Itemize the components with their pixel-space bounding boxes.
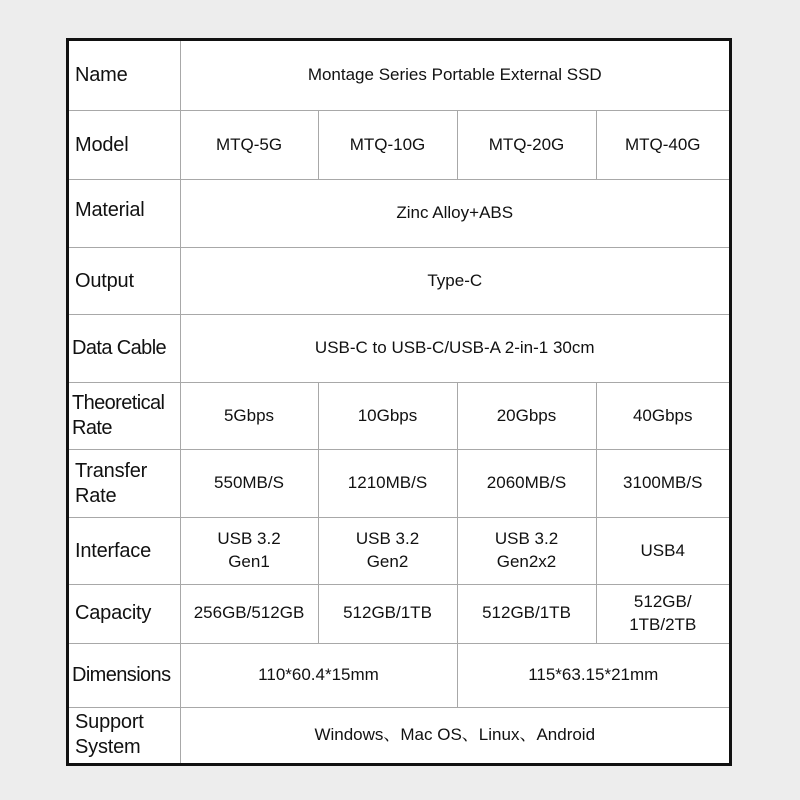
interface-cell bbox=[457, 518, 596, 585]
model-cell: MTQ-10G bbox=[318, 111, 457, 180]
capacity-cell bbox=[318, 585, 457, 644]
row-label-name: Name bbox=[69, 41, 180, 111]
interface-line: Gen2 bbox=[366, 552, 409, 572]
transfer-rate-cell: 550MB/S bbox=[180, 450, 318, 518]
capacity-cell bbox=[180, 585, 318, 644]
spec-table bbox=[69, 41, 729, 763]
interface-cell bbox=[180, 518, 318, 585]
row-label-theoretical-rate bbox=[69, 383, 180, 450]
row-label-support-system bbox=[69, 707, 180, 763]
label-line: Support bbox=[75, 711, 144, 734]
spec-row-output bbox=[69, 248, 729, 315]
spec-row-material bbox=[69, 180, 729, 248]
theoretical-rate-cell: 20Gbps bbox=[457, 383, 596, 450]
row-label-transfer-rate bbox=[69, 450, 180, 518]
model-cell: MTQ-20G bbox=[457, 111, 596, 180]
capacity-cell bbox=[596, 585, 729, 644]
interface-cell bbox=[318, 518, 457, 585]
interface-line: Gen2x2 bbox=[496, 552, 557, 572]
transfer-rate-cell: 1210MB/S bbox=[318, 450, 457, 518]
spec-row-model bbox=[69, 111, 729, 180]
theoretical-rate-cell: 40Gbps bbox=[596, 383, 729, 450]
label-line: System bbox=[75, 736, 141, 759]
row-label-material: Material bbox=[69, 180, 180, 248]
transfer-rate-cell: 2060MB/S bbox=[457, 450, 596, 518]
capacity-line: 512GB/ bbox=[633, 591, 692, 611]
transfer-rate-cell: 3100MB/S bbox=[596, 450, 729, 518]
spec-row-transfer-rate bbox=[69, 450, 729, 518]
name-value: Montage Series Portable External SSD bbox=[180, 41, 729, 111]
capacity-line: 512GB/1TB bbox=[343, 603, 432, 623]
model-cell: MTQ-5G bbox=[180, 111, 318, 180]
spec-row-data-cable bbox=[69, 315, 729, 383]
row-label-data-cable: Data Cable bbox=[69, 315, 180, 383]
interface-line: Gen1 bbox=[228, 552, 270, 572]
capacity-cell bbox=[457, 585, 596, 644]
interface-line: USB 3.2 bbox=[494, 529, 559, 549]
row-label-output: Output bbox=[69, 248, 180, 315]
data-cable-value: USB-C to USB-C/USB-A 2-in-1 30cm bbox=[180, 315, 729, 383]
theoretical-rate-cell: 5Gbps bbox=[180, 383, 318, 450]
output-value: Type-C bbox=[180, 248, 729, 315]
interface-line: USB 3.2 bbox=[217, 529, 281, 549]
row-label-dimensions: Dimensions bbox=[69, 643, 180, 707]
spec-row-capacity bbox=[69, 585, 729, 644]
theoretical-rate-cell: 10Gbps bbox=[318, 383, 457, 450]
row-label-interface: Interface bbox=[69, 518, 180, 585]
dimensions-cell: 115*63.15*21mm bbox=[457, 643, 729, 707]
spec-sheet-frame bbox=[66, 38, 732, 766]
row-label-capacity: Capacity bbox=[69, 585, 180, 644]
support-system-value: Windows、Mac OS、Linux、Android bbox=[180, 707, 729, 763]
spec-row-support-system bbox=[69, 707, 729, 763]
label-line: Transfer bbox=[75, 459, 148, 482]
spec-row-interface bbox=[69, 518, 729, 585]
material-value: Zinc Alloy+ABS bbox=[180, 180, 729, 248]
capacity-line: 512GB/1TB bbox=[482, 603, 571, 623]
model-cell: MTQ-40G bbox=[596, 111, 729, 180]
spec-row-theoretical-rate bbox=[69, 383, 729, 450]
label-line: Rate bbox=[72, 417, 112, 440]
dimensions-cell: 110*60.4*15mm bbox=[180, 643, 457, 707]
row-label-model: Model bbox=[69, 111, 180, 180]
interface-line: USB4 bbox=[640, 540, 685, 560]
interface-cell bbox=[596, 518, 729, 585]
spec-row-dimensions bbox=[69, 643, 729, 707]
capacity-line: 1TB/2TB bbox=[629, 614, 697, 634]
spec-row-name bbox=[69, 41, 729, 111]
capacity-line: 256GB/512GB bbox=[193, 603, 305, 623]
label-line: Rate bbox=[75, 484, 117, 507]
label-line: Theoretical bbox=[72, 392, 165, 415]
interface-line: USB 3.2 bbox=[355, 529, 420, 549]
